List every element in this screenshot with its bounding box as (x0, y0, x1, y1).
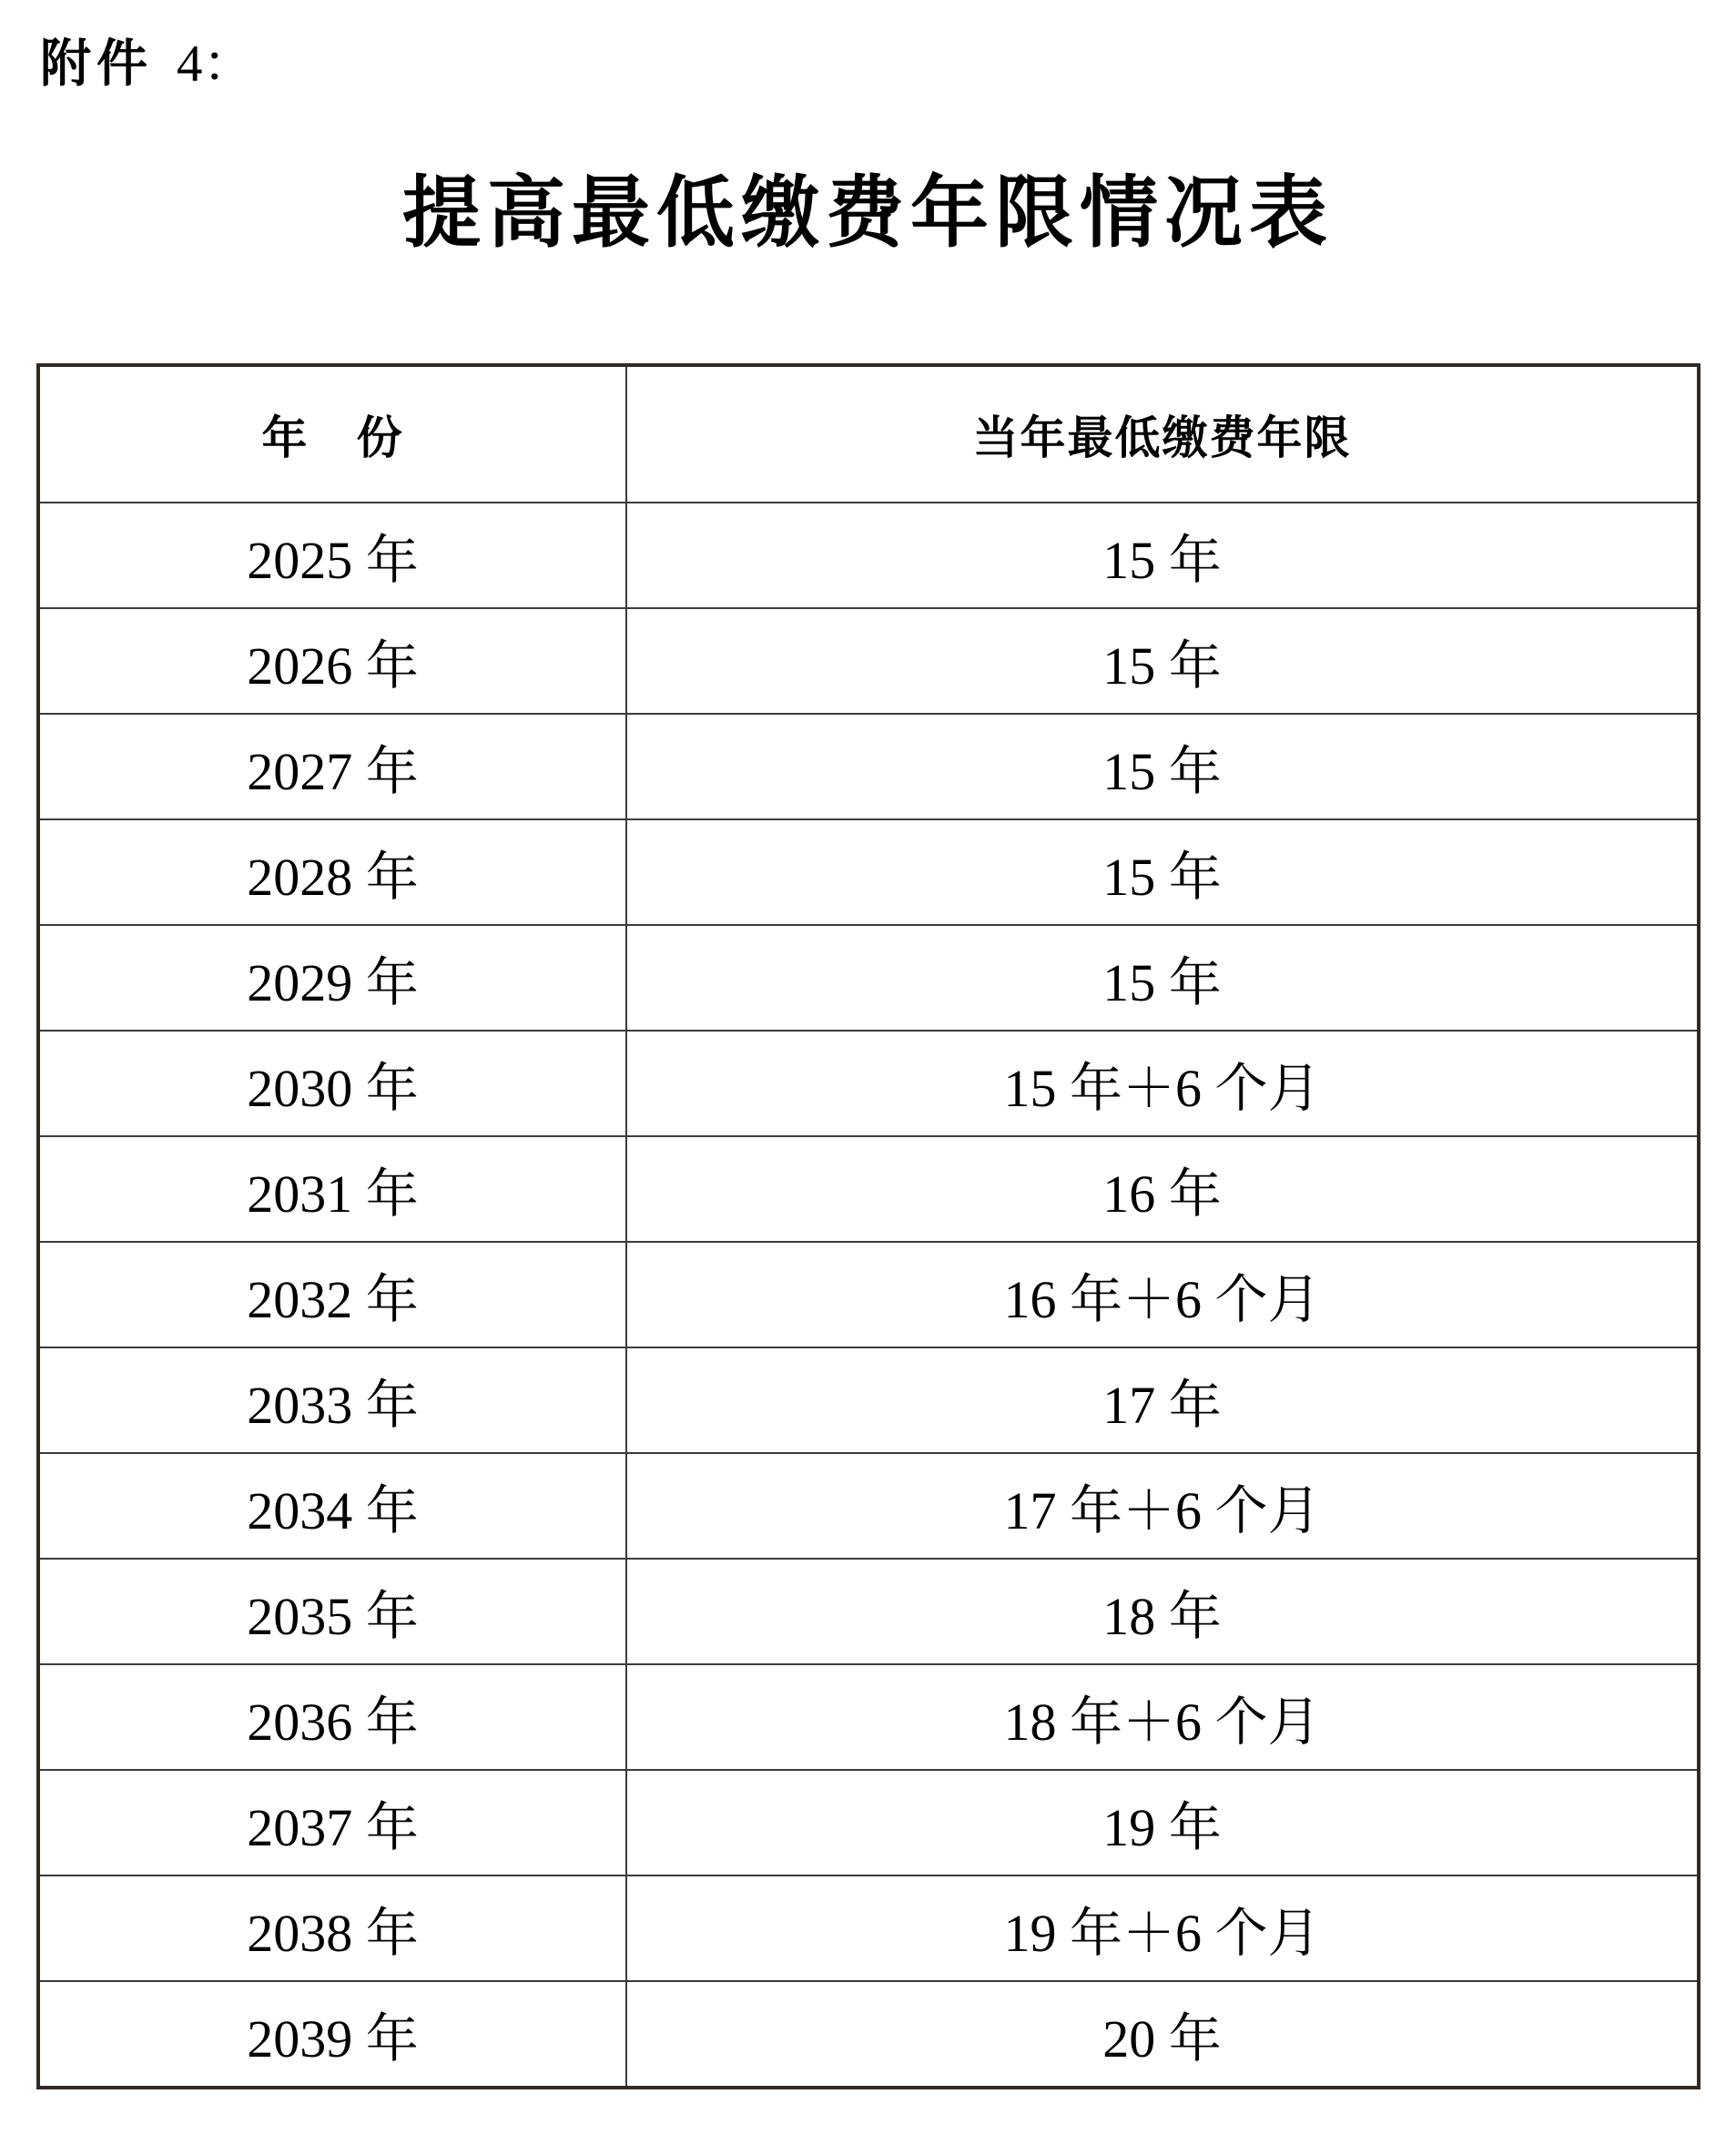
min-years-cell: 15 年 (626, 925, 1699, 1031)
min-years-cell: 17 年 (626, 1347, 1699, 1453)
table-row (38, 503, 1699, 608)
year-cell: 2025 年 (38, 503, 626, 608)
min-contribution-years-table (36, 363, 1700, 2089)
year-cell: 2036 年 (38, 1664, 626, 1770)
min-years-cell: 15 年 (626, 503, 1699, 608)
year-cell: 2026 年 (38, 608, 626, 714)
table-row (38, 1031, 1699, 1136)
min-years-cell: 15 年＋6 个月 (626, 1031, 1699, 1136)
table-row (38, 1242, 1699, 1347)
min-years-cell: 20 年 (626, 1981, 1699, 2088)
year-cell: 2031 年 (38, 1136, 626, 1242)
table-row (38, 1875, 1699, 1981)
min-years-cell: 19 年 (626, 1770, 1699, 1875)
year-cell: 2027 年 (38, 714, 626, 819)
year-cell: 2037 年 (38, 1770, 626, 1875)
attachment-prefix: 附件 (40, 35, 153, 92)
table-row (38, 1770, 1699, 1875)
table-row (38, 714, 1699, 819)
value-column-header: 当年最低缴费年限 (626, 365, 1699, 503)
attachment-number: 4： (177, 36, 255, 93)
min-years-cell: 17 年＋6 个月 (626, 1453, 1699, 1559)
table-row (38, 1981, 1699, 2088)
attachment-label (40, 35, 255, 107)
min-years-cell: 15 年 (626, 819, 1699, 925)
year-cell: 2038 年 (38, 1875, 626, 1981)
table-row (38, 1453, 1699, 1559)
table-row (38, 1347, 1699, 1453)
year-cell: 2034 年 (38, 1453, 626, 1559)
table-row (38, 925, 1699, 1031)
table-row (38, 819, 1699, 925)
table-row (38, 1664, 1699, 1770)
year-cell: 2030 年 (38, 1031, 626, 1136)
year-cell: 2029 年 (38, 925, 626, 1031)
table-row (38, 1136, 1699, 1242)
min-years-cell: 18 年＋6 个月 (626, 1664, 1699, 1770)
min-years-cell: 19 年＋6 个月 (626, 1875, 1699, 1981)
min-years-cell: 15 年 (626, 608, 1699, 714)
year-cell: 2039 年 (38, 1981, 626, 2088)
year-column-header: 年 份 (38, 365, 626, 503)
min-years-cell: 18 年 (626, 1559, 1699, 1664)
document-title: 提高最低缴费年限情况表 (402, 169, 1334, 257)
min-years-cell: 15 年 (626, 714, 1699, 819)
table-row (38, 1559, 1699, 1664)
header-row (38, 365, 1699, 503)
year-cell: 2035 年 (38, 1559, 626, 1664)
year-cell: 2028 年 (38, 819, 626, 925)
year-cell: 2033 年 (38, 1347, 626, 1453)
min-years-cell: 16 年 (626, 1136, 1699, 1242)
min-years-cell: 16 年＋6 个月 (626, 1242, 1699, 1347)
year-cell: 2032 年 (38, 1242, 626, 1347)
table-row (38, 608, 1699, 714)
